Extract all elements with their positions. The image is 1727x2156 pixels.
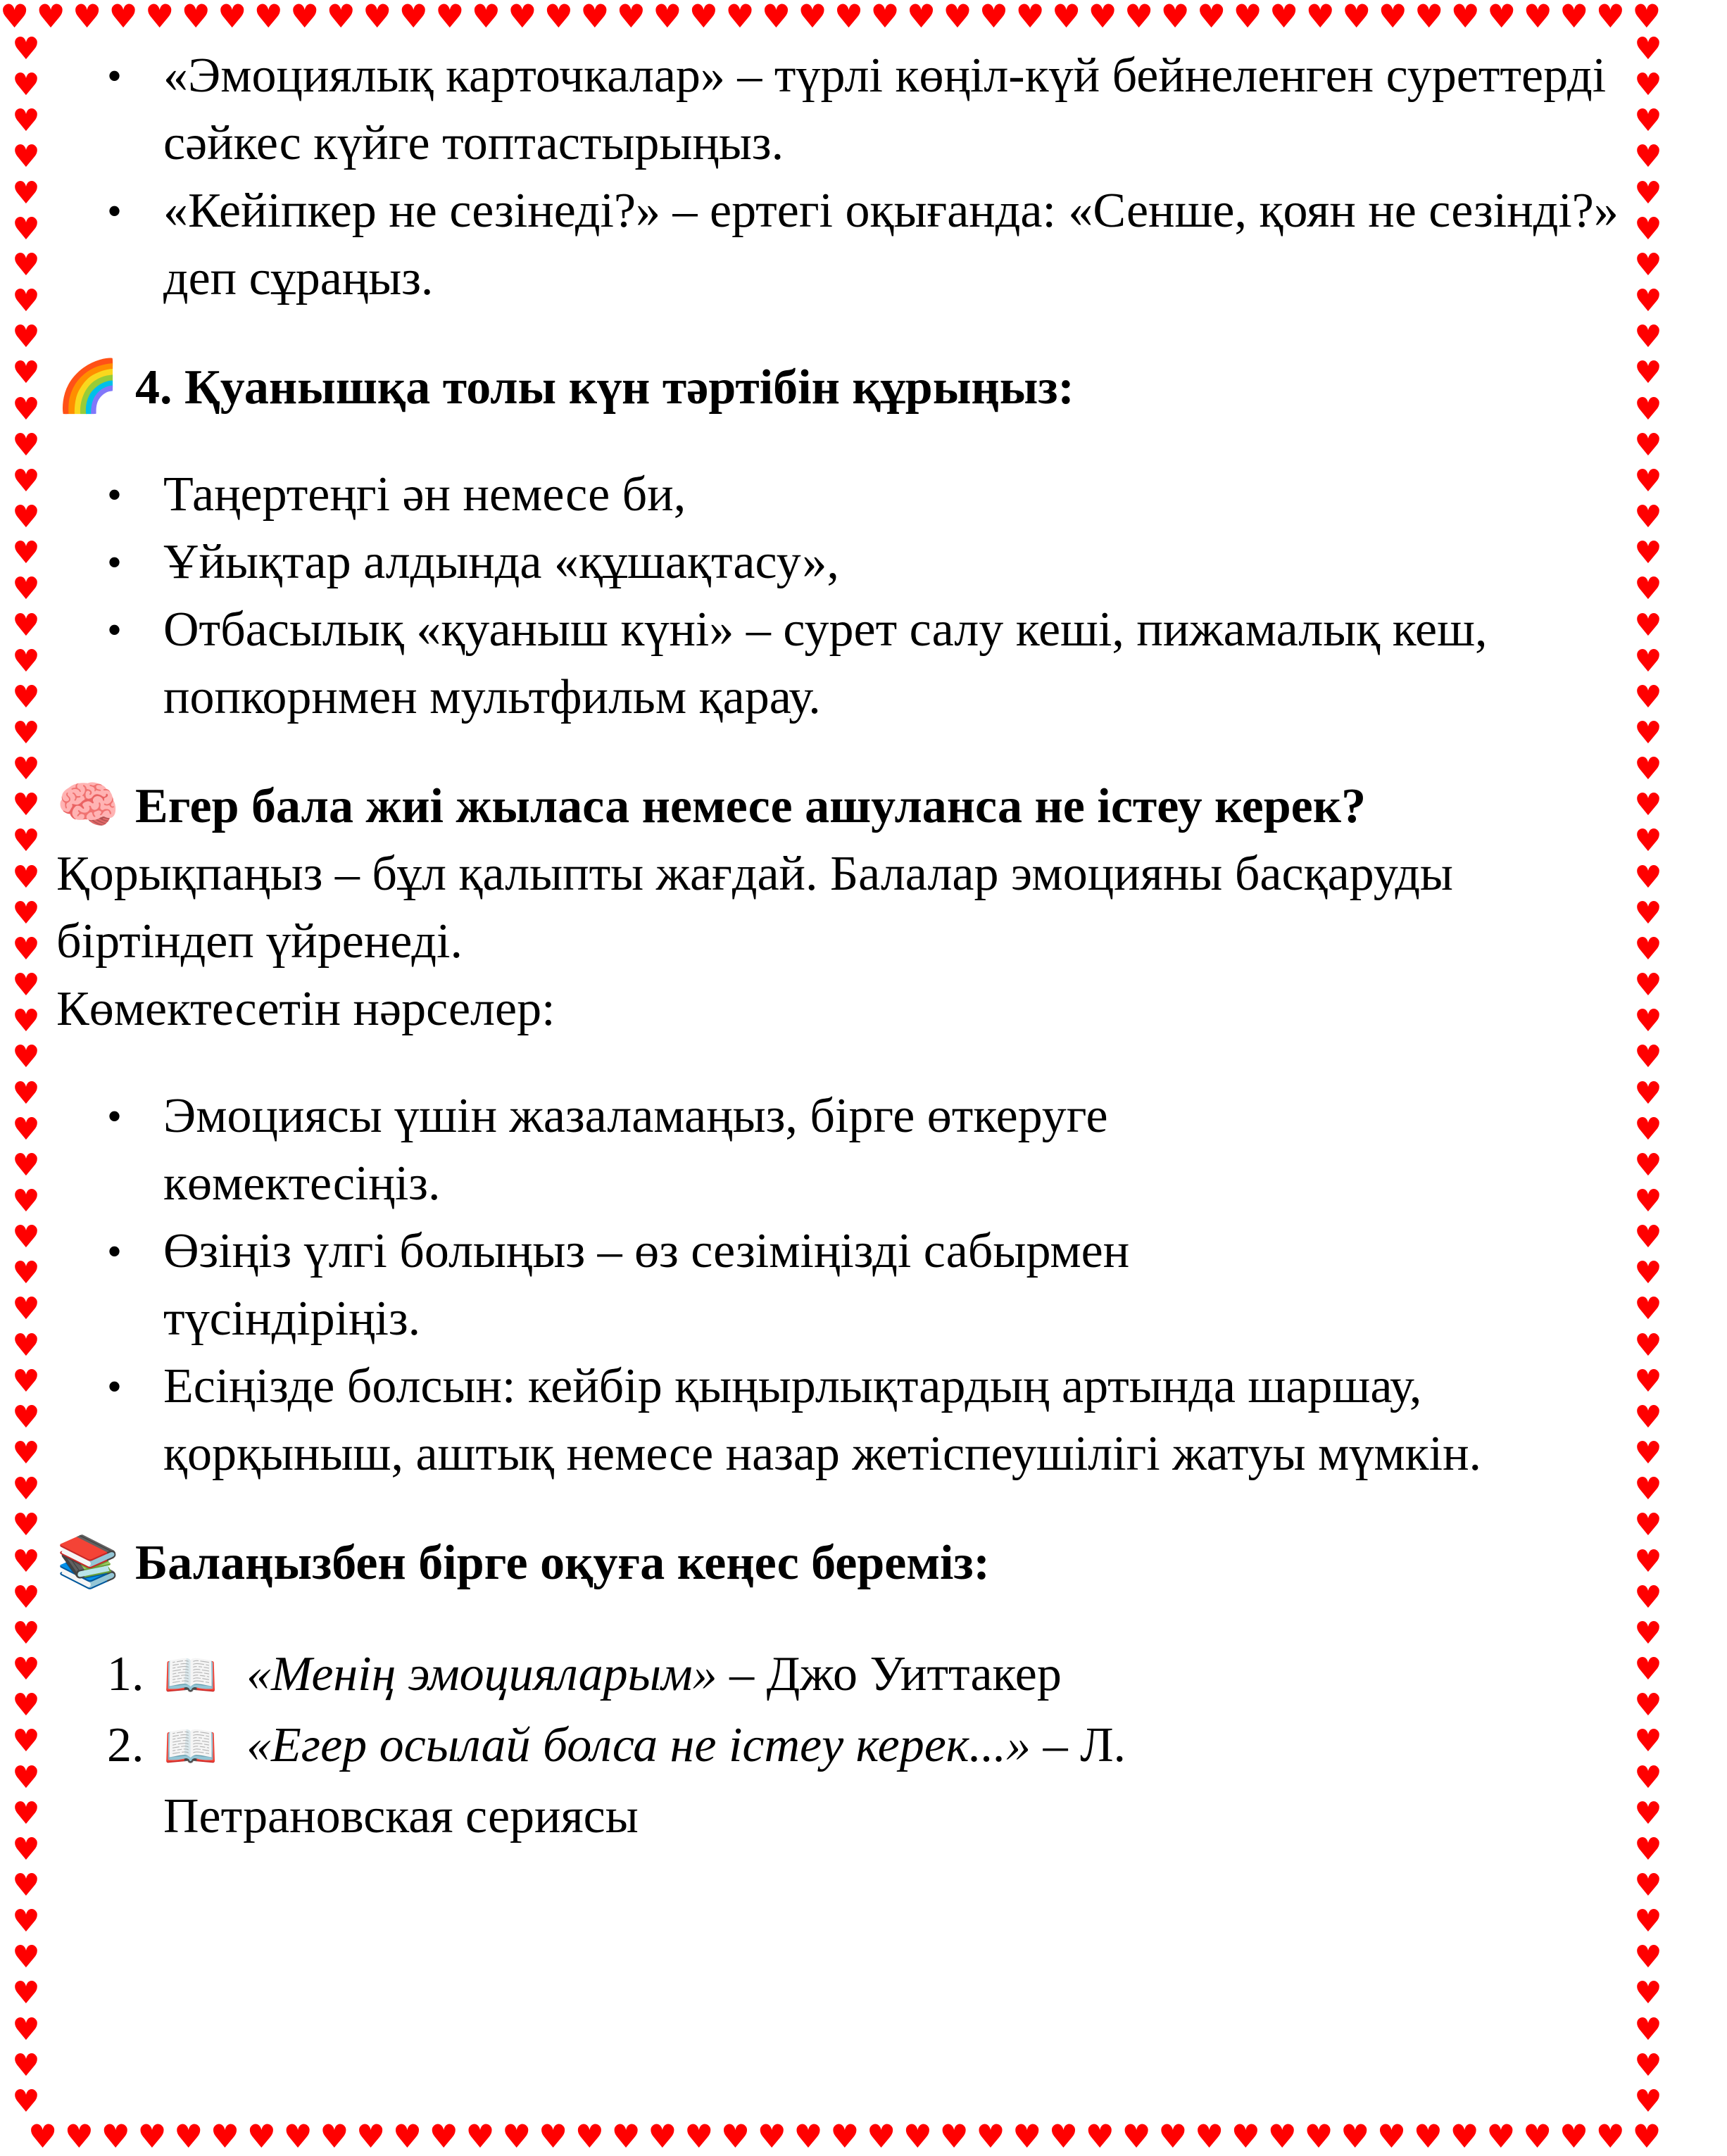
heart-icon: ♥ <box>1634 1363 1662 1399</box>
book-title: «Менің эмоцияларым» <box>246 1647 717 1701</box>
heart-icon: ♥ <box>1634 1651 1662 1688</box>
heart-icon: ♥ <box>465 2120 495 2155</box>
heart-icon: ♥ <box>253 0 283 35</box>
heart-icon: ♥ <box>1378 0 1407 35</box>
heart-icon: ♥ <box>28 2120 58 2155</box>
heart-icon: ♥ <box>1634 462 1662 499</box>
heart-icon: ♥ <box>798 0 827 35</box>
heart-icon: ♥ <box>1158 2120 1188 2155</box>
list-item: • Ұйықтар алдында «құшақтасу», <box>56 529 1626 596</box>
heart-icon: ♥ <box>502 2120 532 2155</box>
heart-icon: ♥ <box>903 2120 932 2155</box>
heart-icon: ♥ <box>1634 859 1662 895</box>
heart-icon: ♥ <box>1305 0 1335 35</box>
heart-icon: ♥ <box>12 1723 40 1760</box>
heart-icon: ♥ <box>1634 1147 1662 1183</box>
heart-icon: ♥ <box>290 0 320 35</box>
heart-icon: ♥ <box>1634 1579 1662 1615</box>
heart-icon: ♥ <box>12 1255 40 1292</box>
heart-icon: ♥ <box>1634 1903 1662 1940</box>
heart-icon: ♥ <box>12 1831 40 1867</box>
heart-icon: ♥ <box>1414 0 1444 35</box>
heart-icon: ♥ <box>12 1939 40 1976</box>
helpers-label: Көмектесетін нәрселер: <box>56 982 555 1036</box>
heart-icon: ♥ <box>1634 1867 1662 1903</box>
document-body <box>56 42 1626 1852</box>
heart-icon: ♥ <box>1634 1435 1662 1472</box>
heart-icon: ♥ <box>12 1399 40 1435</box>
heart-icon: ♥ <box>830 2120 860 2155</box>
heart-icon: ♥ <box>1634 246 1662 283</box>
heart-icon: ♥ <box>720 2120 751 2155</box>
heart-icon: ♥ <box>1450 2120 1479 2155</box>
heart-icon: ♥ <box>1634 210 1662 247</box>
heart-icon: ♥ <box>12 967 40 1004</box>
heart-icon: ♥ <box>181 0 211 35</box>
list-item: • Өзіңіз үлгі болыңыз – өз сезіміңізді сабырмен түсіндіріңіз. <box>56 1218 1626 1353</box>
heart-icon: ♥ <box>1634 931 1662 967</box>
heart-icon: ♥ <box>210 2120 240 2155</box>
heart-border-left <box>8 34 44 2117</box>
heart-icon: ♥ <box>1340 2120 1370 2155</box>
heart-icon: ♥ <box>1634 823 1662 859</box>
heart-icon: ♥ <box>12 391 40 427</box>
heart-icon: ♥ <box>12 895 40 931</box>
heart-icon: ♥ <box>1523 0 1552 35</box>
heart-icon: ♥ <box>1342 0 1371 35</box>
heart-icon: ♥ <box>356 2120 386 2155</box>
heart-icon: ♥ <box>1197 0 1226 35</box>
heart-icon: ♥ <box>12 1687 40 1724</box>
heart-icon: ♥ <box>12 571 40 607</box>
heart-icon: ♥ <box>1634 103 1662 139</box>
heart-icon: ♥ <box>12 319 40 355</box>
heart-icon: ♥ <box>326 0 356 35</box>
heart-icon: ♥ <box>12 1039 40 1076</box>
heart-icon: ♥ <box>1634 607 1662 643</box>
heart-icon: ♥ <box>1634 1831 1662 1867</box>
book-title: «Егер осылай болса не істеу керек...» <box>246 1718 1031 1772</box>
heart-icon: ♥ <box>12 427 40 463</box>
heart-icon: ♥ <box>684 2120 714 2155</box>
heart-icon: ♥ <box>1634 67 1662 103</box>
heart-icon: ♥ <box>1634 283 1662 320</box>
heart-icon: ♥ <box>1304 2120 1333 2155</box>
heart-icon: ♥ <box>1634 1291 1662 1328</box>
heart-icon: ♥ <box>508 0 537 35</box>
heart-icon: ♥ <box>73 0 102 35</box>
heart-icon: ♥ <box>866 2120 896 2155</box>
heart-icon: ♥ <box>12 1435 40 1472</box>
heart-icon: ♥ <box>793 2120 823 2155</box>
heart-icon: ♥ <box>12 1651 40 1688</box>
heart-icon: ♥ <box>12 751 40 788</box>
heart-icon: ♥ <box>1048 2120 1079 2155</box>
heart-icon: ♥ <box>544 0 573 35</box>
heart-icon: ♥ <box>870 0 900 35</box>
emotion-games-list <box>56 42 1626 313</box>
heart-icon: ♥ <box>1559 2120 1589 2155</box>
heart-icon: ♥ <box>108 0 138 35</box>
heart-icon: ♥ <box>1195 2120 1224 2155</box>
list-item: • «Кейіпкер не сезінеді?» – ертегі оқығанда: «Сенше, қоян не сезінді?» деп сұраңыз. <box>56 177 1626 313</box>
open-book-icon: 📖 <box>163 1720 218 1772</box>
heart-icon: ♥ <box>12 1147 40 1183</box>
heart-icon: ♥ <box>12 1291 40 1328</box>
heart-icon: ♥ <box>12 787 40 824</box>
heart-icon: ♥ <box>976 2120 1005 2155</box>
heart-icon: ♥ <box>12 1615 40 1651</box>
list-item: • Есіңізде болсын: кейбір қыңырлықтардың артында шаршау, қорқыныш, аштық немесе назар жетіспеушілігі жатуы мүмкін. <box>56 1353 1626 1488</box>
heart-icon: ♥ <box>1160 0 1190 35</box>
heart-icon: ♥ <box>1634 1219 1662 1256</box>
heart-icon: ♥ <box>12 1543 40 1580</box>
heart-icon: ♥ <box>1634 355 1662 391</box>
heart-icon: ♥ <box>12 1903 40 1940</box>
heart-icon: ♥ <box>1634 1075 1662 1111</box>
heart-icon: ♥ <box>1634 427 1662 463</box>
heart-icon: ♥ <box>616 0 646 35</box>
heart-icon: ♥ <box>1376 2120 1407 2155</box>
heart-icon: ♥ <box>246 2120 276 2155</box>
heart-icon: ♥ <box>1634 535 1662 572</box>
heart-icon: ♥ <box>174 2120 203 2155</box>
heart-icon: ♥ <box>1487 0 1516 35</box>
heart-icon: ♥ <box>12 67 40 103</box>
heart-icon: ♥ <box>979 0 1009 35</box>
heart-icon: ♥ <box>1634 679 1662 715</box>
heart-icon: ♥ <box>12 103 40 139</box>
heart-icon: ♥ <box>1634 1255 1662 1292</box>
heart-icon: ♥ <box>12 246 40 283</box>
heart-icon: ♥ <box>834 0 864 35</box>
heart-icon: ♥ <box>0 0 30 35</box>
heart-icon: ♥ <box>1634 1399 1662 1435</box>
list-item: • Отбасылық «қуаныш күні» – сурет салу кеші, пижамалық кеш, попкорнмен мультфильм қарау. <box>56 596 1626 731</box>
heart-icon: ♥ <box>1269 0 1299 35</box>
heart-icon: ♥ <box>363 0 392 35</box>
open-book-icon: 📖 <box>163 1649 218 1701</box>
list-item: • «Эмоциялық карточкалар» – түрлі көңіл-күй бейнеленген суреттерді сәйкес күйге топтастырыңыз. <box>56 42 1626 177</box>
heart-icon: ♥ <box>1634 1795 1662 1832</box>
bullet-icon: • <box>107 53 123 99</box>
bullet-icon: • <box>107 1093 123 1140</box>
heart-icon: ♥ <box>1595 2120 1625 2155</box>
heart-icon: ♥ <box>1634 1111 1662 1147</box>
heart-icon: ♥ <box>1634 34 1662 67</box>
heart-icon: ♥ <box>12 2083 40 2117</box>
section-heading-routine: 🌈 4. Қуанышқа толы күн тәртібін құрыңыз: <box>56 352 1626 422</box>
heart-icon: ♥ <box>12 462 40 499</box>
heart-icon: ♥ <box>1233 0 1262 35</box>
heart-icon: ♥ <box>1088 0 1117 35</box>
books-icon: 📚 <box>56 1532 120 1591</box>
heart-icon: ♥ <box>1634 1003 1662 1040</box>
heart-icon: ♥ <box>12 1363 40 1399</box>
heart-icon: ♥ <box>1632 2120 1662 2155</box>
heart-icon: ♥ <box>1634 2083 1662 2117</box>
heart-icon: ♥ <box>1051 0 1081 35</box>
heart-icon: ♥ <box>1634 2011 1662 2048</box>
heart-icon: ♥ <box>1634 1471 1662 1508</box>
heart-icon: ♥ <box>12 823 40 859</box>
heart-icon: ♥ <box>145 0 175 35</box>
heart-icon: ♥ <box>12 643 40 679</box>
heart-border-right <box>1631 34 1666 2117</box>
heart-icon: ♥ <box>12 714 40 751</box>
book-list <box>56 1639 1626 1852</box>
heart-icon: ♥ <box>12 283 40 320</box>
heart-icon: ♥ <box>392 2120 422 2155</box>
heart-icon: ♥ <box>435 0 465 35</box>
heart-icon: ♥ <box>12 355 40 391</box>
heart-icon: ♥ <box>574 2120 604 2155</box>
section-heading-books: 📚 Балаңызбен бірге оқуға кеңес береміз: <box>56 1527 1626 1597</box>
heart-icon: ♥ <box>1450 0 1480 35</box>
heart-icon: ♥ <box>64 2120 94 2155</box>
heart-icon: ♥ <box>1634 1759 1662 1796</box>
heart-icon: ♥ <box>12 1759 40 1796</box>
heart-icon: ♥ <box>1523 2120 1552 2155</box>
brain-icon: 🧠 <box>56 775 120 834</box>
heart-icon: ♥ <box>283 2120 313 2155</box>
heart-icon: ♥ <box>1634 1687 1662 1724</box>
heart-icon: ♥ <box>101 2120 130 2155</box>
heart-icon: ♥ <box>1634 895 1662 931</box>
heart-icon: ♥ <box>12 1867 40 1903</box>
heart-icon: ♥ <box>611 2120 641 2155</box>
heart-icon: ♥ <box>12 1111 40 1147</box>
heart-icon: ♥ <box>1634 1183 1662 1219</box>
heart-icon: ♥ <box>1231 2120 1261 2155</box>
heart-icon: ♥ <box>12 34 40 67</box>
book-list-item: 1. 📖 «Менің эмоцияларым» – Джо Уиттакер <box>56 1639 1626 1710</box>
heart-icon: ♥ <box>538 2120 568 2155</box>
heart-icon: ♥ <box>653 0 682 35</box>
heart-icon: ♥ <box>12 139 40 175</box>
bullet-icon: • <box>107 1228 123 1275</box>
heart-icon: ♥ <box>12 1507 40 1544</box>
heart-icon: ♥ <box>689 0 719 35</box>
heart-icon: ♥ <box>1634 391 1662 427</box>
heart-icon: ♥ <box>1559 0 1589 35</box>
heart-icon: ♥ <box>12 1327 40 1363</box>
helpers-list <box>56 1083 1626 1488</box>
heart-icon: ♥ <box>12 1579 40 1615</box>
heart-icon: ♥ <box>12 931 40 967</box>
heart-icon: ♥ <box>1486 2120 1516 2155</box>
heart-icon: ♥ <box>12 210 40 247</box>
heart-icon: ♥ <box>1595 0 1625 35</box>
heart-icon: ♥ <box>1122 2120 1151 2155</box>
routine-list <box>56 461 1626 731</box>
heart-icon: ♥ <box>1085 2120 1114 2155</box>
heart-icon: ♥ <box>1634 1939 1662 1976</box>
heart-icon: ♥ <box>1634 1975 1662 2012</box>
heart-icon: ♥ <box>12 679 40 715</box>
list-item: • Таңертеңгі ән немесе би, <box>56 461 1626 529</box>
heart-border-bottom <box>28 2120 1662 2155</box>
bullet-icon: • <box>107 607 123 653</box>
heart-icon: ♥ <box>761 0 791 35</box>
heart-icon: ♥ <box>1124 0 1154 35</box>
heart-icon: ♥ <box>1015 0 1045 35</box>
heart-icon: ♥ <box>12 175 40 211</box>
heart-icon: ♥ <box>12 1219 40 1256</box>
heart-icon: ♥ <box>648 2120 677 2155</box>
heart-icon: ♥ <box>1634 751 1662 788</box>
heart-icon: ♥ <box>939 2120 969 2155</box>
heart-icon: ♥ <box>398 0 428 35</box>
heart-icon: ♥ <box>1632 0 1662 35</box>
heart-icon: ♥ <box>218 0 247 35</box>
heart-icon: ♥ <box>943 0 972 35</box>
heart-icon: ♥ <box>320 2120 349 2155</box>
heart-icon: ♥ <box>137 2120 167 2155</box>
heart-icon: ♥ <box>757 2120 786 2155</box>
bullet-icon: • <box>107 539 123 586</box>
book-list-item: 2. 📖 «Егер осылай болса не істеу керек...» – Л. Петрановская сериясы <box>56 1710 1626 1852</box>
heart-icon: ♥ <box>1634 1327 1662 1363</box>
heart-icon: ♥ <box>12 2047 40 2083</box>
heart-icon: ♥ <box>1634 787 1662 824</box>
heart-icon: ♥ <box>1634 1723 1662 1760</box>
heart-icon: ♥ <box>1267 2120 1297 2155</box>
list-item: • Эмоциясы үшін жазаламаңыз, бірге өткеруге көмектесіңіз. <box>56 1083 1626 1218</box>
heart-icon: ♥ <box>1634 139 1662 175</box>
heart-icon: ♥ <box>12 535 40 572</box>
heart-icon: ♥ <box>1634 643 1662 679</box>
heart-icon: ♥ <box>580 0 610 35</box>
heart-icon: ♥ <box>1634 571 1662 607</box>
heart-border-top <box>0 0 1662 35</box>
heart-icon: ♥ <box>725 0 755 35</box>
heart-icon: ♥ <box>1634 319 1662 355</box>
heart-icon: ♥ <box>1634 967 1662 1004</box>
heart-icon: ♥ <box>1634 1543 1662 1580</box>
heart-icon: ♥ <box>1634 1615 1662 1651</box>
heart-icon: ♥ <box>12 1975 40 2012</box>
heart-icon: ♥ <box>36 0 65 35</box>
heart-icon: ♥ <box>471 0 501 35</box>
heart-icon: ♥ <box>1413 2120 1443 2155</box>
reassurance-paragraph: Қорықпаңыз – бұл қалыпты жағдай. Балалар эмоцияны басқаруды біртіндеп үйренеді. <box>56 847 1453 969</box>
heart-icon: ♥ <box>1634 1507 1662 1544</box>
heart-icon: ♥ <box>1634 499 1662 536</box>
heart-icon: ♥ <box>906 0 936 35</box>
section-heading-crying: 🧠 Егер бала жиі жыласа немесе ашуланса не істеу керек? <box>56 771 1464 840</box>
rainbow-icon: 🌈 <box>56 356 120 415</box>
heart-icon: ♥ <box>12 1471 40 1508</box>
heart-icon: ♥ <box>1634 714 1662 751</box>
bullet-icon: • <box>107 188 123 234</box>
heart-icon: ♥ <box>429 2120 458 2155</box>
heart-icon: ♥ <box>12 1183 40 1219</box>
heart-icon: ♥ <box>12 859 40 895</box>
heart-icon: ♥ <box>12 607 40 643</box>
heart-icon: ♥ <box>1634 175 1662 211</box>
heart-icon: ♥ <box>1634 2047 1662 2083</box>
heart-icon: ♥ <box>1634 1039 1662 1076</box>
heart-icon: ♥ <box>12 1003 40 1040</box>
bullet-icon: • <box>107 472 123 518</box>
heart-icon: ♥ <box>12 499 40 536</box>
bullet-icon: • <box>107 1363 123 1410</box>
heart-icon: ♥ <box>12 1795 40 1832</box>
heart-icon: ♥ <box>12 1075 40 1111</box>
heart-icon: ♥ <box>12 2011 40 2048</box>
heart-icon: ♥ <box>1012 2120 1042 2155</box>
